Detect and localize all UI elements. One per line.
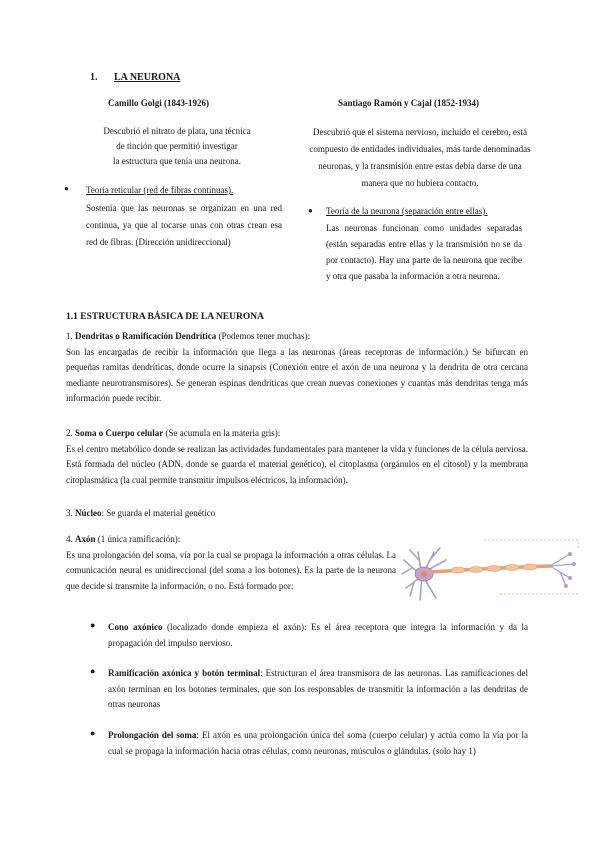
title-number: 1. bbox=[90, 72, 98, 83]
bullet-icon: ● bbox=[308, 206, 313, 215]
dendritas-note: (Podemos tener muchas): bbox=[218, 331, 310, 341]
soma-text: Es el centro metabólico donde se realizan las actividades fundamentales para mantener la vida y funciones de la célula nerviosa. Está formada del núcleo (ADN, donde se guarda el material genético), el citoplasma (orgánulos en el citosol) y la membrana citoplasmática (la cual permite transmitir impulsos eléctricos, la información). bbox=[66, 443, 528, 485]
axon-item-cono bbox=[108, 620, 528, 651]
bullet-icon: ● bbox=[90, 728, 96, 738]
cajal-name: Santiago Ramón y Cajal (1852-1934) bbox=[338, 98, 479, 108]
axon-item-text: : Estructuran el área transmisora de las neuronas. Las ramificaciones del axón terminan en los botones terminales, que son los responsables de transmitir la información a las dendritas de otras neuronas bbox=[108, 668, 528, 709]
axon-item-name: Ramificación axónica y botón terminal bbox=[108, 668, 261, 678]
axon-block bbox=[66, 532, 396, 594]
bullet-icon: ● bbox=[90, 620, 96, 630]
cajal-theory-title: Teoría de la neurona (separación entre ellas). bbox=[326, 206, 488, 216]
item-number: 1. bbox=[66, 331, 73, 341]
axon-heading: Axón bbox=[75, 534, 96, 544]
golgi-desc-line: la estructura que tenía una neurona. bbox=[113, 156, 241, 166]
nucleo-heading: Núcleo bbox=[75, 508, 102, 518]
cajal-desc-line: Descubrió que el sistema nervioso, incluido el cerebro, está bbox=[313, 127, 527, 137]
dendritas-text: Son las encargadas de recibir la información que llega a las neuronas (áreas receptoras de información.) Se bifurcan en pequeñas ramitas dendríticas, donde ocurre la sinapsis (Conexión entre el axón de una neurona y la dendrita de otra cercana mediante neurotransmisores). Se generan espinas dendríticas que crean nuevas conexiones y cuantas más dendritas tenga más información puede recibir. bbox=[66, 346, 528, 403]
axon-text: Es una prolongación del soma, vía por la cual se propaga la información a otras células. La comunicación neural es unidireccional (del soma a los botones). Es la parte de la neurona que decide si transmite la información, o no. Está formado por: bbox=[66, 549, 396, 591]
item-number: 2. bbox=[66, 428, 73, 438]
dendritas-block bbox=[66, 329, 528, 407]
title-text: LA NEURONA bbox=[114, 72, 181, 83]
axon-item-name: Prolongación del soma bbox=[108, 730, 197, 740]
golgi-description bbox=[62, 124, 292, 169]
bullet-icon: ● bbox=[90, 666, 96, 676]
nucleo-block bbox=[66, 506, 528, 522]
section-heading: 1.1 ESTRUCTURA BÁSICA DE LA NEURONA bbox=[66, 312, 264, 322]
cajal-description bbox=[290, 124, 550, 192]
item-number: 4. bbox=[66, 534, 73, 544]
item-number: 3. bbox=[66, 508, 73, 518]
cajal-desc-line: compuesto de entidades individuales, más tarde denominadas bbox=[309, 144, 531, 154]
dendritas-heading: Dendritas o Ramificación Dendrítica bbox=[75, 331, 217, 341]
axon-item-name: Cono axónico bbox=[108, 622, 163, 632]
golgi-name: Camillo Golgi (1843-1926) bbox=[108, 98, 209, 108]
nucleo-note: : Se guarda el material genético bbox=[101, 508, 216, 518]
cajal-desc-line: manera que no hubiera contacto. bbox=[361, 178, 479, 188]
soma-block bbox=[66, 426, 528, 488]
cajal-theory-text: Las neuronas funcionan como unidades separadas (están separadas entre ellas y la transmisión no se da por contacto). Hay una parte de la neurona que recibe y otra que pasaba la información a otra neurona. bbox=[326, 223, 522, 281]
axon-item-text: : El axón es una prolongación única del soma (cuerpo celular) y actúa como la vía por la cual se propaga la información hacia otras células, como neuronas, músculos o glándulas. (solo hay 1) bbox=[108, 730, 528, 756]
axon-item-prolongacion bbox=[108, 728, 528, 759]
golgi-desc-line: de tinción que permitió investigar bbox=[116, 141, 238, 151]
golgi-theory-title: Teoría reticular (red de fibras continuas). bbox=[86, 185, 234, 195]
golgi-theory-text: Sostenía que las neuronas se organizan en una red continua, ya que al tocarse unas con otras crean esa red de fibras. (Dirección unidireccional) bbox=[86, 203, 282, 247]
axon-item-text: (localizado donde empieza el axón): Es el área receptora que integra la información y da la propagación del impulso nervioso. bbox=[108, 622, 528, 648]
axon-note: (1 única ramificación): bbox=[97, 534, 181, 544]
cajal-desc-line: neuronas, y la transmisión entre estas debía darse de una bbox=[318, 161, 522, 171]
neuron-illustration bbox=[400, 530, 590, 606]
golgi-desc-line: Descubrió el nitrato de plata, una técnica bbox=[103, 126, 251, 136]
axon-item-ramificacion bbox=[108, 666, 528, 713]
page-title bbox=[90, 72, 180, 83]
soma-note: (Se acumula en la materia gris): bbox=[165, 428, 281, 438]
soma-heading: Soma o Cuerpo celular bbox=[75, 428, 164, 438]
bullet-icon: ● bbox=[64, 184, 69, 193]
